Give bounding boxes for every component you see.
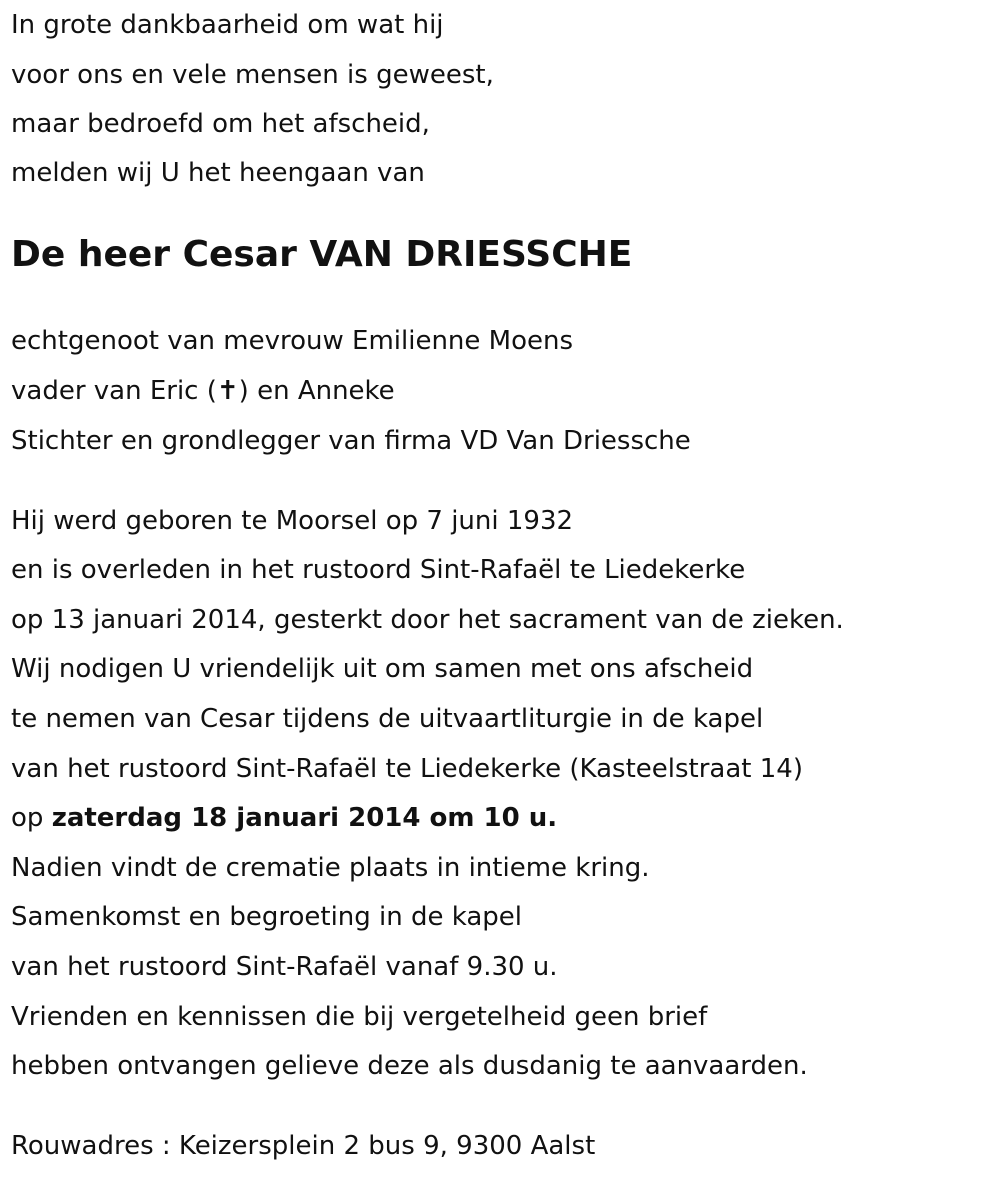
invite-line-3: van het rustoord Sint-Rafaël te Liedekerke (Kasteelstraat 14) [11,754,803,784]
family-spouse: echtgenoot van mevrouw Emilienne Moens [11,326,574,356]
cremation-line: Nadien vindt de crematie plaats in intieme kring. [11,853,650,883]
gathering-line-1: Samenkomst en begroeting in de kapel [11,902,523,932]
invite-line-1: Wij nodigen U vriendelijk uit om samen met ons afscheid [11,654,754,684]
family-role: Stichter en grondlegger van firma VD Van Driessche [11,426,691,456]
mourning-address: Rouwadres : Keizersplein 2 bus 9, 9300 Aalst [11,1131,596,1161]
intro-line-3: maar bedroefd om het afscheid, [11,109,430,139]
family-children: vader van Eric (✝) en Anneke [11,376,395,406]
deceased-name: De heer Cesar VAN DRIESSCHE [11,234,633,275]
notice-line-2: hebben ontvangen gelieve deze als dusdanig te aanvaarden. [11,1051,808,1081]
intro-line-2: voor ons en vele mensen is geweest, [11,60,494,90]
birth-line: Hij werd geboren te Moorsel op 7 juni 1932 [11,506,574,536]
notice-line-1: Vrienden en kennissen die bij vergetelheid geen brief [11,1002,708,1032]
intro-line-1: In grote dankbaarheid om wat hij [11,10,444,40]
death-place-line: en is overleden in het rustoord Sint-Rafaël te Liedekerke [11,555,746,585]
intro-line-4: melden wij U het heengaan van [11,158,425,188]
funeral-date-line [11,801,557,835]
death-date-line: op 13 januari 2014, gesterkt door het sacrament van de zieken. [11,605,844,635]
invite-line-2: te nemen van Cesar tijdens de uitvaartliturgie in de kapel [11,704,764,734]
funeral-prefix: op [11,803,52,833]
gathering-line-2: van het rustoord Sint-Rafaël vanaf 9.30 u. [11,952,558,982]
funeral-date: zaterdag 18 januari 2014 om 10 u. [51,803,558,833]
